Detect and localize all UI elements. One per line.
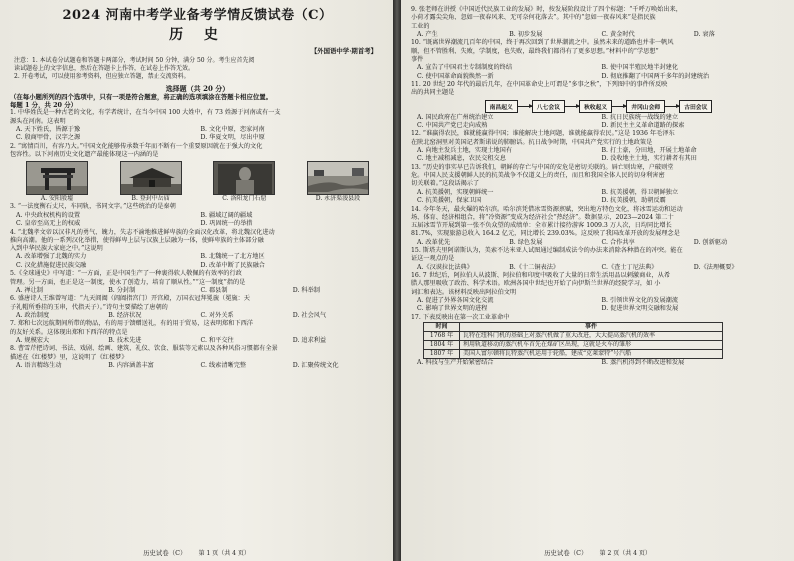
question-15-cont: 证这一观点的是 bbox=[411, 255, 455, 263]
question-9-cont-2: 工业的 bbox=[411, 22, 430, 30]
question-9-cont: 小荷才露尖尖角、忽如一夜春风来、无可奈何花落去”。其中的“忽如一夜春风来”是指民族 bbox=[411, 14, 656, 22]
option: A.《汉谟拉比法典》 bbox=[417, 263, 473, 271]
option: C. 合作共享 bbox=[601, 238, 635, 246]
question-10-options bbox=[411, 64, 786, 81]
footer-subject: 历史试卷（C） bbox=[143, 549, 187, 557]
chain-node: 八七会议 bbox=[532, 100, 565, 113]
option: B.《十二铜表法》 bbox=[509, 263, 560, 271]
option: A. 产生 bbox=[417, 30, 438, 38]
question-5: 5.《全球通史》中写道：“一方面，正是中国生产了一种裹得软人敬佩的有效率的行政 bbox=[10, 270, 242, 278]
option: A. 语言精练生动 bbox=[16, 361, 62, 369]
exam-page-2 bbox=[401, 0, 794, 561]
question-14-cont-3: 81.7%，实现旅游总收入 164.2 亿元，同比增长 239.03%。这反映了我国改革开放的发展理念是 bbox=[411, 230, 680, 238]
option: D. 改革中断了民族融合 bbox=[200, 261, 265, 269]
question-10-cont: 顺，但不管胜利、失败，学制度，也失败，最终我们都得有了更多思想。”材料中的“学思想” bbox=[411, 47, 659, 55]
table-cell: 瓦特在纽科门机的基础上对蒸汽机做了重大改进，大大提高蒸汽机的效率 bbox=[460, 332, 723, 341]
question-8-options bbox=[10, 362, 385, 370]
question-14: 14. 今年冬天，最火爆的哈尔滨。哈尔滨凭借冰雪资源禀赋，突出地方特色文化，将冰雪运动和运动 bbox=[411, 205, 683, 213]
question-2: 2. “寓情百川，有容乃大。”中国文化能够传承数千年而不断有一个重要原因就在于强大的文化 bbox=[10, 142, 263, 150]
page-footer bbox=[401, 548, 794, 557]
image-caption: A. 安阳殷墟 bbox=[40, 195, 74, 203]
option: B. 分封制 bbox=[108, 286, 136, 294]
option: B. 抗日民族统一战线的建立 bbox=[601, 113, 679, 121]
table-row bbox=[424, 350, 723, 359]
option: D. 衰落 bbox=[693, 30, 715, 38]
footer-subject: 历史试卷（C） bbox=[544, 549, 588, 557]
option: C. 影响了世界文明的进程 bbox=[417, 305, 488, 313]
option: B. 打土豪，分田地，开展土地革命 bbox=[601, 147, 697, 154]
option: D. 没收地主土地，实行耕者有其田 bbox=[601, 155, 697, 163]
option: C. 使中国革命面貌焕然一新 bbox=[417, 72, 494, 80]
question-9: 9. 张老师在讲授《中国近代民族工业的发展》时，按发展阶段设计了四个标题：“千呼万唤始出来， bbox=[411, 6, 682, 13]
option: A. 国民政府在广州统治建立 bbox=[417, 113, 494, 121]
page-fold bbox=[393, 0, 401, 561]
table-cell: 1768 年 bbox=[424, 332, 460, 341]
zhongyue-temple-photo bbox=[120, 161, 182, 195]
page-number: 第 2 页（共 4 页） bbox=[599, 550, 651, 557]
option: C. 郡县制 bbox=[200, 286, 228, 294]
question-16-options bbox=[411, 297, 786, 314]
question-17: 17. 下表反映出在第一次工业革命中 bbox=[411, 313, 510, 321]
question-11-cont: 出的共同主题是 bbox=[411, 89, 455, 97]
option: D. 追求利益 bbox=[292, 336, 327, 344]
question-16: 16. 7 世纪后，阿拉伯人从波斯、阿拉伯和印度中吸收了大量的日常生活用品以刺激商业，从希 bbox=[411, 272, 671, 280]
chain-node: 井冈山会师 bbox=[626, 100, 665, 113]
question-15: 15. 斯塔夫里阿诺斯认为，美索不达米亚人试图通过编制成法令的办法来消除各种潜在的冲突。能在 bbox=[411, 247, 683, 255]
option: A. 科技与生产开始紧密结合 bbox=[417, 359, 494, 367]
question-3: 3. “一法度衡石丈尺，车同轨，书同文字。”这些统治的是秦朝 bbox=[10, 203, 176, 211]
table-row bbox=[424, 341, 723, 350]
option: A. 抗美援朝，实现朝鲜统一 bbox=[417, 188, 494, 196]
option: B. 技术先进 bbox=[108, 336, 142, 344]
option: D. 社会风气 bbox=[292, 311, 327, 319]
question-6-cont: 子礼帽所垂挂的玉串，代指天子）。”诗句主要描绘了唐朝的 bbox=[10, 303, 168, 311]
question-15-options bbox=[411, 264, 786, 272]
image-caption: B. 登封中岳庙 bbox=[131, 195, 170, 203]
page-footer bbox=[0, 548, 393, 557]
question-1-cont: 源头在河南。这表明 bbox=[10, 117, 66, 125]
question-5-options bbox=[10, 287, 385, 295]
notice-line-3: 2. 开卷考试，可以使用参考资料，但应独立答题，禁止交流资料。 bbox=[14, 73, 190, 80]
page-number: 第 1 页（共 4 页） bbox=[198, 550, 250, 557]
question-11-options bbox=[411, 114, 786, 131]
question-1: 1. 中华姓氏是一种古老的文化，有学者统计，在当今中国 100 大姓中，有 73 姓源于河南或有一支 bbox=[10, 109, 281, 117]
chain-node: 南昌起义 bbox=[485, 100, 518, 113]
question-14-options bbox=[411, 239, 786, 247]
question-7: 7. 郑和七次远航期间所带的物品，有的用于馈赠送礼，有的用于贸易，这表明郑和下西洋 bbox=[10, 320, 253, 328]
question-2-cont: 包容性。以下河南历史文化遗产最能体现这一内涵的是 bbox=[10, 151, 159, 159]
table-cell: 1807 年 bbox=[424, 350, 460, 359]
question-5-cont: 管理。另一方面，也正是这一制度，使永了创造力，培育了顺从性。”“这一制度”指的是 bbox=[10, 278, 246, 286]
question-14-cont-2: 五届冰雪节开展到第一张不负众望的成绩单：全市累计接待游客 1009.3 万人次，日均同比增长 bbox=[411, 222, 672, 230]
option: D. 科举制 bbox=[292, 286, 320, 294]
table-cell: 1804 年 bbox=[424, 341, 460, 350]
option: D. 创新驱动 bbox=[693, 238, 728, 246]
section-title: 选择题（共 20 分） bbox=[165, 84, 230, 93]
question-12-cont: 在陕北窑洞里对美国记者斯诺说的肺腑话。抗日战争时期，中国共产党实行的土地政策是 bbox=[411, 138, 653, 146]
exam-title: 2024 河南中考学业备考学情反馈试卷（C） bbox=[62, 8, 333, 23]
question-10: 10. “既离世界潮流几百年的中国，终于再次回到了世界潮流之中。虽然未来的道路也并非一帆风 bbox=[411, 39, 674, 47]
question-2-images bbox=[10, 159, 385, 203]
chain-node: 秋收起义 bbox=[579, 100, 612, 113]
option: C. 和平交往 bbox=[200, 336, 234, 344]
option: B. 文化中原，恋家河南 bbox=[200, 126, 265, 133]
image-caption: C. 洛阳龙门石窟 bbox=[222, 195, 267, 203]
question-6-options bbox=[10, 312, 385, 320]
notice-line-2: 读试题卷上的文字信息，然后在答题卡上作答，在试卷上作答无效。 bbox=[14, 65, 195, 72]
option: C.《查士丁尼法典》 bbox=[601, 263, 658, 271]
table-header: 时间 bbox=[424, 323, 460, 332]
anyang-yinxu-photo bbox=[26, 161, 88, 195]
option: B. 引领世界文化的发展潮流 bbox=[601, 297, 679, 304]
arrow-icon bbox=[612, 106, 626, 107]
option: B. 抗美援朝，得卫朝鲜独立 bbox=[601, 188, 679, 196]
option: A. 向地主发兵土地，实现土地国有 bbox=[417, 147, 513, 154]
option: D. 新民主主义革命道路的探索 bbox=[601, 122, 685, 129]
option: A. 宣告了中国君主专制制度的终结 bbox=[417, 64, 513, 72]
option: A. 促进了外界各国文化交流 bbox=[417, 297, 494, 304]
question-12-options bbox=[411, 147, 786, 164]
question-8-cont: 描述在《红楼梦》里，这说明了《红楼梦》 bbox=[10, 353, 128, 361]
option: B. 蒸汽机得到不断改进和发展 bbox=[601, 359, 685, 367]
question-1-options bbox=[10, 126, 385, 143]
event-chain bbox=[411, 100, 786, 113]
question-14-cont: 场、体育、经济相组合，将“冷资源”变成为经济社会“热经济”。数据显示，2023—2024 第二十 bbox=[411, 213, 674, 221]
option: A. 禅让制 bbox=[16, 286, 43, 294]
section-desc: （在每小题所列的四个选项中，只有一项是符合题意，将正确的选项填涂在答题卡相应位置。 bbox=[10, 93, 273, 101]
longmen-grottoes-photo bbox=[213, 161, 275, 195]
notice-line-1: 注意：1. 本试卷分试题卷和答题卡两部分，考试时间 50 分钟，满分 50 分。考生应首先阅 bbox=[14, 57, 255, 64]
arrow-icon bbox=[518, 106, 532, 107]
question-13-cont: 危。中国人民支援朝鲜人民的抗美战争不仅道义上的责任，而且和我国全体人民的切身利害密 bbox=[411, 172, 665, 180]
question-16-cont-2: 词汇和表达。该材料反映出阿拉伯文明 bbox=[411, 288, 517, 296]
option: D.《法理概要》 bbox=[693, 263, 738, 271]
option: C. 抗美援朝，保家卫国 bbox=[417, 197, 482, 205]
exam-page-1 bbox=[0, 0, 393, 561]
option: A. 中央政权机构的设置 bbox=[16, 211, 81, 219]
question-13-cont-2: 切关联着。”这段话揭示了 bbox=[411, 180, 480, 188]
option: A. 天下姓氏，皆源于豫 bbox=[16, 126, 81, 133]
option: A. 改革优先 bbox=[417, 238, 451, 246]
question-8: 8. 曹雪芹把诗词、书法、戏剧、绘画、建筑、礼仪、饮食、服装等元素以及各种风俗习惯都有全景 bbox=[10, 345, 278, 353]
image-caption: D. 永济渠浚县段 bbox=[315, 195, 361, 203]
option: D. 汇聚传统文化 bbox=[292, 361, 339, 369]
option: D. 抗美援朝，助朝反霸 bbox=[601, 197, 666, 205]
table-row bbox=[424, 332, 723, 341]
option: D. 彻底推翻了中国两千多年的封建统治 bbox=[601, 72, 710, 80]
table-cell: 利用轨道移动的蒸汽机车首先在煤矿区出现，这就是火车的雏形 bbox=[460, 341, 723, 350]
school-tag: 【外国语中学·期首考】 bbox=[310, 47, 377, 55]
question-7-cont: 的友好关系。这体现出郑和下西洋的特点是 bbox=[10, 328, 128, 336]
table-cell: 美国人富尔顿将瓦特蒸汽机运用于轮船，建成“克莱蒙特”号汽船 bbox=[460, 350, 723, 359]
option: C. 对外关系 bbox=[200, 311, 234, 319]
option: D. 促进世界文明交融和发展 bbox=[601, 305, 679, 313]
option: B. 初步发展 bbox=[509, 30, 543, 38]
option: C. 汉化措施促进民族交融 bbox=[16, 261, 87, 269]
option: B. 内容涵盖丰富 bbox=[108, 361, 154, 369]
option: C. 地主减租减息，农民交租交息 bbox=[417, 155, 506, 163]
question-10-cont-2: 事件 bbox=[411, 55, 424, 63]
question-16-cont: 腊人那里吸收了政治、科学术语。欧洲各国中世纪也开始了向伊斯兰世界的经院学习，如 小 bbox=[411, 280, 661, 288]
option: C. 皇帝至高无上的权威 bbox=[16, 220, 81, 228]
section-desc-2: 每题 1 分，共 20 分） bbox=[10, 101, 77, 110]
question-4: 4. “北魏孝文帝以汉非凡的勇气、魄力，失志不渝地推进鲜卑族的全面汉化改革，将北魏汉化进动 bbox=[10, 228, 275, 236]
option: A. 改革增强了北魏的实力 bbox=[16, 253, 87, 261]
question-4-options bbox=[10, 253, 385, 270]
question-13-options bbox=[411, 189, 786, 206]
option: C. 中国共产党已走向成熟 bbox=[417, 122, 488, 129]
question-4-cont-2: 入到中华民族大家庭之中。”这说明 bbox=[10, 245, 103, 253]
question-11: 11. 20 世纪 20 年代的最后几年，在中国革命史上可谓是“多事之秋”，下列图中的事件所反映 bbox=[411, 81, 668, 88]
option: C. 线索清晰完整 bbox=[200, 361, 247, 369]
question-7-options bbox=[10, 337, 385, 345]
industrial-revolution-table bbox=[423, 322, 723, 359]
arrow-icon bbox=[665, 106, 679, 107]
yongji-canal-photo bbox=[307, 161, 369, 195]
exam-subject: 历 史 bbox=[169, 27, 226, 43]
chain-node: 古田会议 bbox=[679, 100, 712, 113]
option: D. 巩固统一的举措 bbox=[200, 220, 253, 228]
option: C. 殷商甲骨，汉字之源 bbox=[16, 134, 81, 142]
question-17-options bbox=[411, 359, 786, 367]
question-13: 13. “历史的事实早已告诉我们，朝鲜的存亡与中国的安危是密切关联的。唇亡则齿寒，户破则堂 bbox=[411, 163, 674, 171]
option: A. 规模宏大 bbox=[16, 336, 50, 344]
question-3-options bbox=[10, 212, 385, 229]
question-12: 12. “谁赢得农民，谁就能赢得中国；谁能解决土地问题，谁就能赢得农民。”这是 1936 年毛泽东 bbox=[411, 130, 675, 138]
option: B. 经济状况 bbox=[108, 311, 142, 319]
option: C. 黄金时代 bbox=[601, 30, 635, 38]
option: A. 政治制度 bbox=[16, 311, 50, 319]
option: B. 使中国半殖民地半封建化 bbox=[601, 64, 679, 72]
table-header: 事件 bbox=[460, 323, 723, 332]
question-4-cont: 推向高潮。他的一系列汉化举措，使得鲜卑上层与汉族上层融为一体，使鲜卑族的主体部分融 bbox=[10, 236, 264, 244]
question-6: 6. 盛唐诗人王维曾写道：“九天阊阖（阊阖指宫门）开宫殿，万国衣冠拜冕旒（冕旒：天 bbox=[10, 295, 250, 303]
option: B. 疆域辽阔的疆域 bbox=[200, 211, 253, 219]
option: B. 北魏统一了北方地区 bbox=[200, 253, 265, 261]
option: B. 绿色发展 bbox=[509, 238, 543, 246]
option: D. 华夏文明，尽出中原 bbox=[200, 134, 265, 142]
arrow-icon bbox=[565, 106, 579, 107]
table-header-row bbox=[424, 323, 723, 332]
